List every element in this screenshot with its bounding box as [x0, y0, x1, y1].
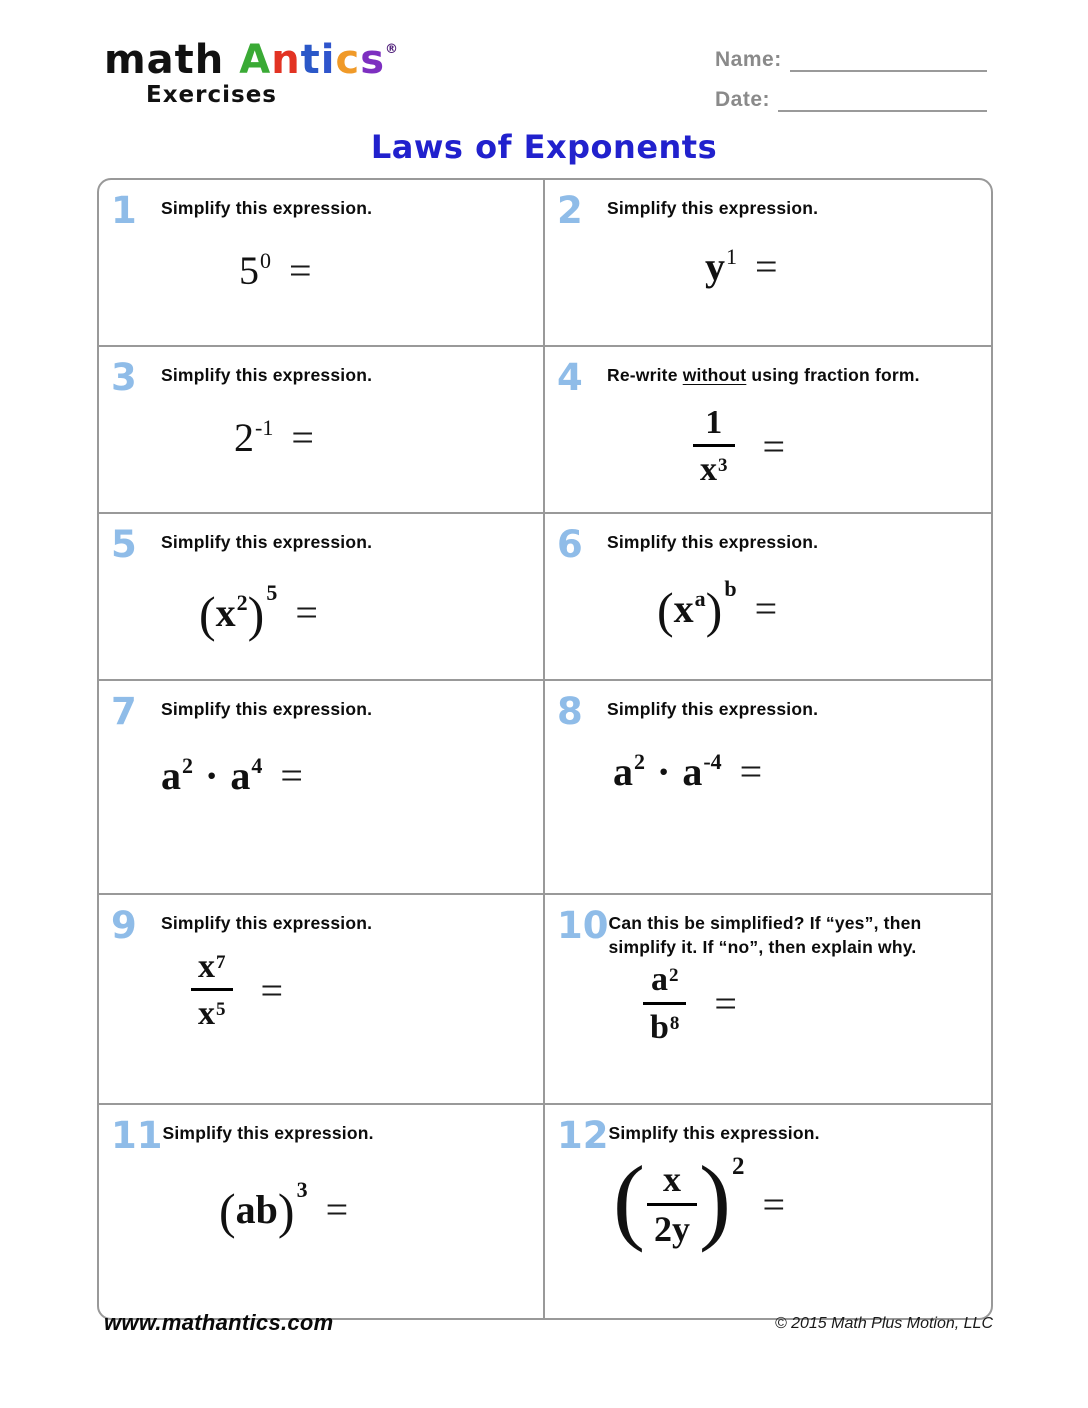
- problem-head: [545, 180, 991, 232]
- problem-prompt: Can this be simplified? If “yes”, then simplify it. If “no”, then explain why.: [608, 913, 922, 957]
- fraction-numerator: 1: [705, 404, 723, 441]
- problem-prompt: Simplify this expression.: [161, 913, 373, 933]
- date-field-row: [715, 86, 987, 112]
- expr-exponent: 3: [718, 455, 728, 477]
- problem-number: 5: [111, 523, 137, 566]
- equals-sign: =: [325, 1187, 349, 1232]
- problem-head: [99, 895, 543, 947]
- expr-exponent: -1: [255, 415, 274, 440]
- problem-expression: [545, 404, 991, 489]
- problem-expression: [99, 752, 543, 799]
- registered-mark: ®: [385, 42, 400, 57]
- expr-exponent: 1: [726, 244, 737, 269]
- problem-number: 11: [111, 1114, 163, 1157]
- expr-base: x: [673, 586, 694, 631]
- problem-number: 9: [111, 904, 137, 947]
- problem-cell-2: [545, 180, 991, 347]
- expr-exponent: -4: [703, 749, 722, 774]
- problem-expression: [99, 414, 543, 461]
- problem-head: [545, 514, 991, 566]
- problem-number: 6: [557, 523, 583, 566]
- problem-cell-12: [545, 1105, 991, 1318]
- footer-copyright: © 2015 Math Plus Motion, LLC: [774, 1315, 993, 1332]
- open-paren: (: [219, 1183, 236, 1239]
- problem-prompt: Simplify this expression.: [161, 198, 373, 218]
- problem-expression: [545, 576, 991, 639]
- multiply-dot: ·: [657, 749, 671, 794]
- fraction-denominator: [191, 988, 233, 1032]
- equals-sign: =: [755, 244, 778, 289]
- equals-sign: =: [739, 749, 763, 794]
- problem-number: 7: [111, 690, 137, 733]
- expr-exponent: 2: [182, 753, 193, 778]
- problem-cell-6: [545, 514, 991, 681]
- equals-sign: =: [289, 248, 312, 293]
- fraction: [647, 1160, 697, 1249]
- expr-base: 5: [239, 248, 259, 293]
- problem-number: 12: [557, 1114, 609, 1157]
- problem-head: [545, 347, 991, 399]
- equals-sign: =: [714, 981, 737, 1027]
- page-title: Laws of Exponents: [370, 128, 718, 166]
- problem-cell-4: [545, 347, 991, 514]
- problem-prompt: Simplify this expression.: [161, 699, 373, 719]
- fraction: [693, 404, 735, 489]
- expr-exponent: 2: [634, 749, 645, 774]
- close-paren: ): [698, 1146, 731, 1254]
- fraction-denominator: 2y: [647, 1203, 697, 1250]
- inner-exponent: 2: [236, 590, 248, 615]
- brand-letter: A: [239, 37, 272, 83]
- brand-letter: c: [335, 37, 361, 83]
- fraction: [643, 961, 686, 1046]
- problem-cell-3: [99, 347, 545, 514]
- fraction-numerator: [191, 948, 233, 988]
- open-paren: (: [613, 1146, 645, 1254]
- close-paren: ): [277, 1183, 295, 1239]
- problem-number: 1: [111, 189, 137, 232]
- problem-prompt: Simplify this expression.: [607, 198, 819, 218]
- brand-antics: [239, 37, 385, 83]
- brand-math-word: math: [104, 37, 225, 83]
- equals-sign: =: [260, 967, 284, 1013]
- problem-cell-10: [545, 895, 991, 1105]
- problem-head: [99, 514, 543, 566]
- name-field-row: [715, 46, 987, 72]
- fraction: [191, 948, 233, 1033]
- problem-number: 2: [557, 189, 583, 232]
- expr-base: x: [198, 995, 215, 1033]
- problem-number: 8: [557, 690, 583, 733]
- problem-head: [545, 1105, 991, 1157]
- equals-sign: =: [762, 423, 786, 469]
- expr-base: a: [161, 753, 181, 798]
- prompt-underlined-word: without: [682, 365, 747, 385]
- footer-website: www.mathantics.com: [104, 1310, 334, 1335]
- problem-prompt: Simplify this expression.: [161, 365, 373, 385]
- fraction-denominator: [693, 444, 735, 488]
- brand-letter: i: [320, 37, 336, 83]
- brand-logo: [104, 37, 400, 108]
- expr-exponent: 7: [216, 952, 226, 973]
- name-date-fields: [715, 46, 987, 126]
- brand-letter: n: [271, 37, 301, 83]
- brand-subtitle: Exercises: [146, 82, 277, 108]
- problem-cell-7: [99, 681, 545, 895]
- expr-base: ab: [235, 1187, 278, 1232]
- expr-base: y: [705, 244, 725, 289]
- problem-cell-1: [99, 180, 545, 347]
- date-label: Date:: [715, 88, 771, 111]
- problem-cell-9: [99, 895, 545, 1105]
- problem-prompt: Simplify this expression.: [162, 1123, 374, 1143]
- expr-exponent: 4: [251, 753, 263, 778]
- problem-head: [99, 180, 543, 232]
- inner-exponent: a: [694, 586, 706, 611]
- equals-sign: =: [291, 415, 314, 460]
- fraction-numerator: x: [662, 1159, 681, 1199]
- problem-prompt: Simplify this expression.: [608, 1123, 820, 1143]
- expr-base: a: [682, 749, 703, 794]
- expr-exponent: 5: [216, 999, 226, 1021]
- problem-head: [99, 681, 543, 733]
- problem-expression: [99, 1177, 543, 1240]
- problem-prompt: Simplify this expression.: [607, 699, 819, 719]
- problem-head: [99, 347, 543, 399]
- equals-sign: =: [754, 586, 778, 631]
- multiply-dot: ·: [205, 753, 219, 798]
- expr-exponent: 0: [260, 248, 271, 273]
- problem-number: 3: [111, 356, 137, 399]
- problem-head: [545, 681, 991, 733]
- brand-letter: s: [360, 37, 386, 83]
- expr-base: x: [700, 451, 717, 489]
- brand-wordmark: [104, 37, 400, 83]
- prompt-post: using fraction form.: [746, 365, 920, 385]
- problem-expression: [545, 961, 991, 1046]
- outer-exponent: 3: [296, 1177, 308, 1202]
- prompt-pre: Re-write: [607, 365, 683, 385]
- expr-base: b: [650, 1008, 669, 1046]
- problem-expression: [545, 243, 991, 290]
- problem-cell-11: [99, 1105, 545, 1318]
- equals-sign: =: [280, 753, 303, 798]
- fraction-denominator: [643, 1002, 686, 1046]
- problem-expression: [545, 1146, 991, 1254]
- open-paren: (: [199, 586, 216, 642]
- problem-prompt: Simplify this expression.: [607, 532, 819, 552]
- expr-base: a: [230, 753, 251, 798]
- problem-expression: [99, 948, 543, 1033]
- fraction-numerator: [643, 961, 686, 1001]
- close-paren: ): [705, 582, 723, 638]
- equals-sign: =: [295, 590, 318, 635]
- name-label: Name:: [715, 48, 782, 71]
- problem-prompt: [607, 364, 920, 388]
- expr-base: x: [198, 948, 215, 985]
- close-paren: ): [247, 586, 265, 642]
- expr-exponent: 8: [669, 1012, 680, 1034]
- problem-head: [545, 895, 991, 959]
- outer-exponent: 5: [266, 580, 278, 605]
- problem-number: 10: [557, 904, 609, 947]
- expr-exponent: 2: [668, 965, 679, 987]
- open-paren: (: [657, 582, 674, 638]
- equals-sign: =: [762, 1182, 785, 1228]
- problem-expression: [545, 748, 991, 795]
- brand-letter: t: [300, 37, 321, 83]
- problem-expression: [99, 580, 543, 643]
- expr-base: a: [613, 749, 633, 794]
- worksheet-grid: [97, 178, 993, 1320]
- expr-base: 2: [234, 415, 254, 460]
- problem-number: 4: [557, 356, 583, 399]
- problem-cell-5: [99, 514, 545, 681]
- expr-base: a: [650, 961, 668, 999]
- problem-prompt: Simplify this expression.: [161, 532, 373, 552]
- outer-exponent: 2: [731, 1152, 745, 1180]
- date-input-line[interactable]: [778, 86, 987, 112]
- outer-exponent: b: [724, 576, 737, 601]
- problem-cell-8: [545, 681, 991, 895]
- expr-base: x: [215, 590, 236, 635]
- name-input-line[interactable]: [790, 46, 987, 72]
- problem-head: [99, 1105, 543, 1157]
- problem-expression: [99, 247, 543, 294]
